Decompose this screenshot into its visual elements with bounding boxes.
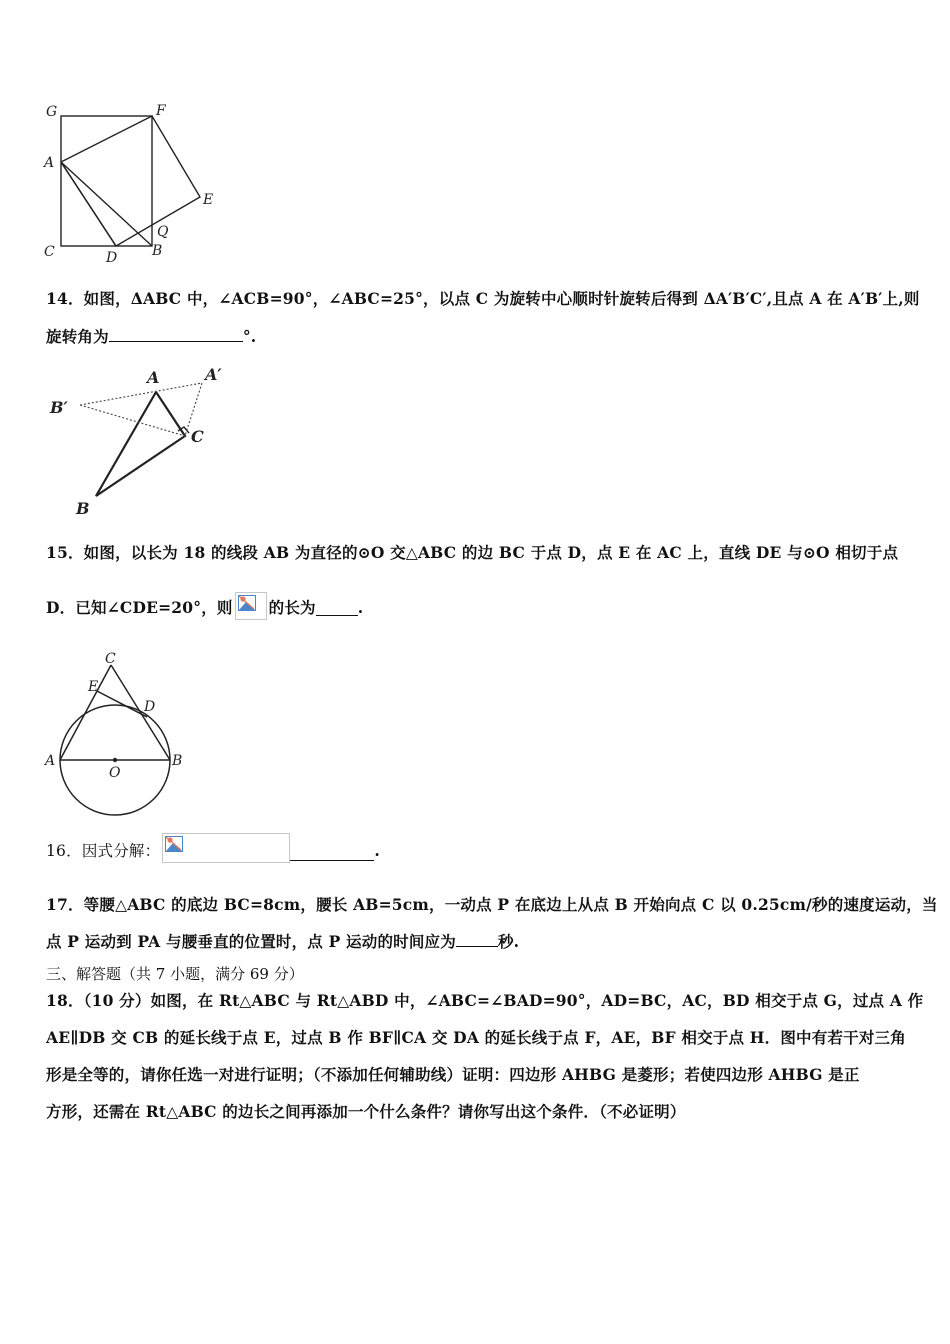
question-16: [46, 829, 380, 863]
broken-formula-image-expression: [162, 833, 290, 863]
center-point-o: [113, 758, 117, 762]
q15-mid: 的长为: [268, 598, 316, 617]
question-18-line1: 18．（10 分）如图，在 Rt△ABC 与 Rt△ABD 中，∠ABC=∠BAD=90°，AD=BC，AC，BD 相交于点 G，过点 A 作: [46, 991, 924, 1010]
q16-prefix: 16．因式分解：: [46, 842, 161, 860]
broken-image-icon: [165, 836, 185, 854]
broken-image-icon: [238, 595, 258, 613]
question-15-line1: 15．如图，以长为 18 的线段 AB 为直径的⊙O 交△ABC 的边 BC 于点 D，点 E 在 AC 上，直线 DE 与⊙O 相切于点: [46, 543, 899, 562]
figure-square-rotation: [40, 98, 230, 268]
label-o: O: [109, 765, 121, 781]
answer-blank-15[interactable]: [316, 600, 358, 617]
question-18-line3: 形是全等的，请你任选一对进行证明；（不添加任何辅助线）证明：四边形 AHBG 是菱形；若使四边形 AHBG 是正: [46, 1065, 860, 1084]
label-a: A: [147, 368, 160, 387]
segment-ab: [61, 162, 152, 246]
q14-prefix: 旋转角为: [46, 327, 109, 346]
q16-suffix: .: [374, 841, 380, 860]
label-a: A: [45, 753, 56, 769]
label-d: D: [106, 250, 118, 266]
figure-rotated-triangle: [44, 358, 244, 523]
label-e: E: [203, 192, 214, 208]
figure-circle-triangle: [42, 645, 197, 825]
label-g: G: [46, 104, 58, 120]
label-b: B: [152, 243, 163, 259]
q17-suffix: 秒.: [497, 932, 520, 951]
answer-blank-14[interactable]: [109, 326, 243, 343]
question-18-line2: AE∥DB 交 CB 的延长线于点 E，过点 B 作 BF∥CA 交 DA 的延长线于点 F，AE，BF 相交于点 H．图中有若干对三角: [46, 1028, 906, 1047]
q15-suffix: .: [357, 598, 364, 617]
segment-ad: [61, 162, 116, 246]
square-gacb: [61, 116, 152, 246]
label-b-prime: B′: [50, 398, 68, 417]
question-17-line2: [46, 930, 519, 952]
question-18-line4: 方形，还需在 Rt△ABC 的边长之间再添加一个什么条件？请你写出这个条件．（不必证明）: [46, 1102, 686, 1121]
label-c: C: [44, 244, 55, 260]
broken-formula-image-arc: [235, 592, 267, 620]
question-14-line2: [46, 325, 256, 347]
question-17-line1: 17．等腰△ABC 的底边 BC=8cm，腰长 AB=5cm，一动点 P 在底边上从点 B 开始向点 C 以 0.25cm/秒的速度运动，当: [46, 895, 938, 914]
q15-prefix: D．已知∠CDE=20°，则: [46, 598, 233, 617]
label-c: C: [191, 427, 204, 446]
dotted-b-prime-a-prime: [80, 383, 202, 405]
label-a-prime: A′: [205, 365, 222, 384]
q17-prefix: 点 P 运动到 PA 与腰垂直的位置时，点 P 运动的时间应为: [46, 932, 456, 951]
label-f: F: [156, 103, 166, 119]
label-a: A: [44, 155, 55, 171]
label-d: D: [144, 699, 156, 715]
question-15-line2: [46, 588, 363, 620]
section-title: 三、解答题（共 7 小题，满分 69 分）: [46, 965, 304, 983]
question-14-line1: 14．如图，ΔABC 中，∠ACB=90°，∠ABC=25°，以点 C 为旋转中心顺时针旋转后得到 ΔA′B′C′,且点 A 在 A′B′上,则: [46, 289, 920, 308]
answer-blank-17[interactable]: [456, 931, 498, 948]
label-c: C: [105, 651, 116, 667]
q14-suffix: °.: [242, 327, 257, 346]
label-q: Q: [157, 224, 169, 240]
label-b: B: [76, 499, 90, 518]
tangent-de: [97, 691, 147, 717]
side-ac: [60, 665, 111, 760]
label-e: E: [88, 679, 99, 695]
answer-blank-16[interactable]: [290, 845, 374, 862]
triangle-abc: [96, 392, 185, 496]
label-b: B: [172, 753, 183, 769]
side-bc: [111, 665, 170, 760]
